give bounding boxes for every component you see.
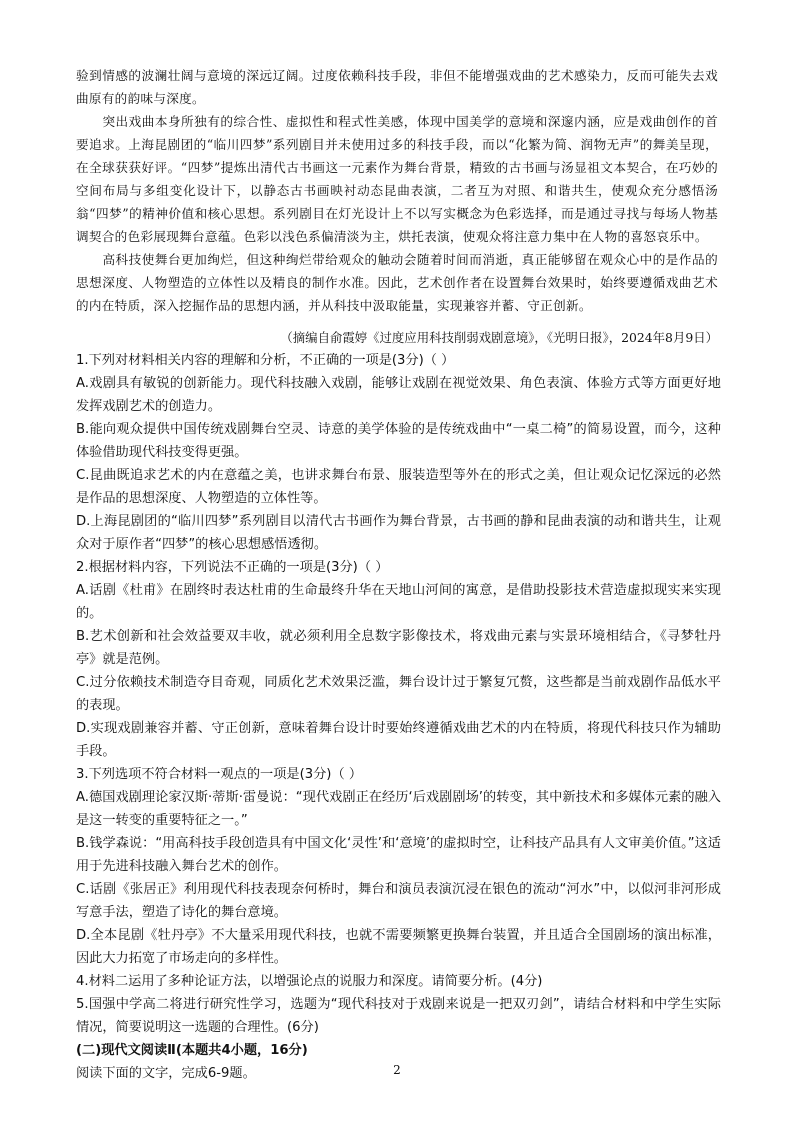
passage-paragraph-continued: 验到情感的波澜壮阔与意境的深远辽阔。过度依赖科技手段，非但不能增强戏曲的艺术感染力，反而可能失去戏曲原有的韵味与深度。 xyxy=(76,68,718,106)
page-number: 2 xyxy=(393,1063,401,1077)
question-3: 3.下列选项不符合材料一观点的一项是(3分)（ ） xyxy=(76,767,363,782)
question-2-option-d: D.实现戏剧兼容并蓄、守正创新，意味着舞台设计时要始终遵循戏曲艺术的内在特质，将现代科技只作为辅助手段。 xyxy=(76,721,721,759)
question-4: 4.材料二运用了多种论证方法，以增强论点的说服力和深度。请简要分析。(4分) xyxy=(76,974,543,989)
question-3-option-a: A.德国戏剧理论家汉斯·蒂斯·雷曼说：“现代戏剧正在经历‘后戏剧剧场’的转变，其中新技术和多媒体元素的融入是这一转变的重要特征之一。” xyxy=(76,790,721,828)
question-5: 5.国强中学高二将进行研究性学习，选题为“现代科技对于戏剧来说是一把双刃剑”，请结合材料和中学生实际情况，简要说明这一选题的合理性。(6分) xyxy=(76,997,721,1035)
reading-passage xyxy=(76,64,718,317)
question-1-option-d: D.上海昆剧团的“临川四梦”系列剧目以清代古书画作为舞台背景，古书画的静和昆曲表演的动和谐共生，让观众对于原作者“四梦”的核心思想感悟透彻。 xyxy=(76,514,721,552)
question-2-option-c: C.过分依赖技术制造夺目奇观，同质化艺术效果泛滥，舞台设计过于繁复冗赘，这些都是当前戏剧作品低水平的表现。 xyxy=(76,675,721,713)
question-list xyxy=(76,349,721,1085)
question-3-option-b: B.钱学森说：“用高科技手段创造具有中国文化‘灵性’和‘意境’的虚拟时空，让科技产品具有人文审美价值。”这适用于先进科技融入舞台艺术的创作。 xyxy=(76,836,721,874)
question-2: 2.根据材料内容，下列说法不正确的一项是(3分)（ ） xyxy=(76,560,389,575)
question-3-option-c: C.话剧《张居正》利用现代科技表现奈何桥时，舞台和演员表演沉浸在银色的流动“河水”中，以似河非河形成写意手法，塑造了诗化的舞台意境。 xyxy=(76,882,721,920)
question-2-option-b: B.艺术创新和社会效益要双丰收，就必须利用全息数字影像技术，将戏曲元素与实景环境相结合，《寻梦牡丹亭》就是范例。 xyxy=(76,629,721,667)
question-1-option-a: A.戏剧具有敏锐的创新能力。现代科技融入戏剧，能够让戏剧在视觉效果、角色表演、体验方式等方面更好地发挥戏剧艺术的创造力。 xyxy=(76,376,721,414)
question-1-option-c: C.昆曲既追求艺术的内在意蕴之美，也讲求舞台布景、服装造型等外在的形式之美，但让观众记忆深远的必然是作品的思想深度、人物塑造的立体性等。 xyxy=(76,468,721,506)
question-1-option-b: B.能向观众提供中国传统戏剧舞台空灵、诗意的美学体验的是传统戏曲中“一桌二椅”的简易设置，而今，这种体验借助现代科技变得更强。 xyxy=(76,422,721,460)
passage-paragraph: 突出戏曲本身所独有的综合性、虚拟性和程式性美感，体现中国美学的意境和深邃内涵，应是戏曲创作的首要追求。上海昆剧团的“临川四梦”系列剧目并未使用过多的科技手段，而以“化繁为简、润物无声”的舞美呈现，在全球获获好评。“四梦”提炼出清代古书画这一元素作为舞台背景，精致的古书画与汤显祖文本契合，在巧妙的空间布局与多组变化设计下，以静态古书画映衬动态昆曲表演，二者互为对照、和谐共生，使观众充分感悟汤翁“四梦”的精神价值和核心思想。系列剧目在灯光设计上不以写实概念为色彩选择，而是通过寻找与每场人物基调契合的色彩展现舞台意蕴。色彩以浅色系偏清淡为主，烘托表演，使观众将注意力集中在人物的喜怒哀乐中。 xyxy=(76,114,718,244)
source-citation: （摘编自俞霞婷《过度应用科技削弱戏剧意境》，《光明日报》，2024年8月9日） xyxy=(280,330,718,345)
question-2-option-a: A.话剧《杜甫》在剧终时表达杜甫的生命最终升华在天地山河间的寓意，是借助投影技术营造虚拟现实来实现的。 xyxy=(76,583,721,621)
question-3-option-d: D.全本昆剧《牡丹亭》不大量采用现代科技，也就不需要频繁更换舞台装置，并且适合全国剧场的演出标准，因此大力拓宽了市场走向的多样性。 xyxy=(76,928,721,966)
section-heading: (二)现代文阅读Ⅱ(本题共4小题，16分) xyxy=(76,1043,308,1058)
passage-paragraph: 高科技使舞台更加绚烂，但这种绚烂带给观众的触动会随着时间而消逝，真正能够留在观众心中的是作品的思想深度、人物塑造的立体性以及精良的制作水准。因此，艺术创作者在设置舞台效果时，始终要遵循戏曲艺术的内在特质，深入挖掘作品的思想内涵，并从科技中汲取能量，实现兼容并蓄、守正创新。 xyxy=(76,252,718,313)
section-instructions: 阅读下面的文字，完成6-9题。 xyxy=(76,1066,256,1081)
question-1: 1.下列对材料相关内容的理解和分析，不正确的一项是(3分)（ ） xyxy=(76,353,455,368)
